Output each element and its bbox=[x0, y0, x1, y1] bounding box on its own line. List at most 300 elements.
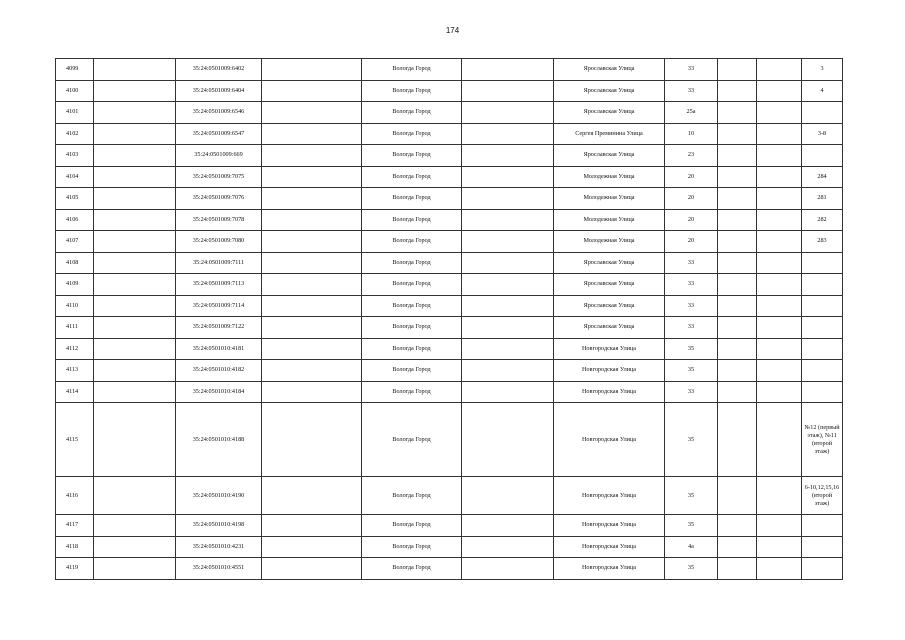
cadastral-number-cell bbox=[176, 317, 262, 339]
empty-cell bbox=[262, 166, 362, 188]
cadastral-number-text: 35:24:0501010:4188 bbox=[192, 435, 245, 443]
house-number-text: 4а bbox=[688, 542, 694, 550]
city-cell bbox=[362, 231, 462, 253]
empty-cell bbox=[262, 317, 362, 339]
empty-cell bbox=[757, 231, 802, 253]
empty-cell bbox=[462, 209, 554, 231]
empty-cell bbox=[718, 360, 757, 382]
street-cell bbox=[554, 188, 665, 210]
apartment-text: 284 bbox=[817, 172, 827, 180]
street-text: Ярославская Улица bbox=[583, 86, 635, 94]
row-number-cell bbox=[56, 477, 94, 515]
street-text: Молодежная Улица bbox=[583, 172, 635, 180]
row-number-cell bbox=[56, 231, 94, 253]
cadastral-number-text: 35:24:0501009:7076 bbox=[192, 194, 245, 202]
empty-cell bbox=[262, 515, 362, 537]
city-text: Вологда Город bbox=[392, 172, 431, 180]
empty-cell bbox=[718, 231, 757, 253]
empty-cell bbox=[94, 403, 176, 477]
empty-cell bbox=[718, 558, 757, 580]
street-cell bbox=[554, 209, 665, 231]
empty-cell bbox=[94, 381, 176, 403]
street-text: Новгородская Улица bbox=[581, 344, 637, 352]
table-row bbox=[56, 338, 843, 360]
street-text: Ярославская Улица bbox=[583, 280, 635, 288]
cadastral-number-cell bbox=[176, 123, 262, 145]
cadastral-number-text: 35:24:0501009:7114 bbox=[192, 301, 245, 309]
house-number-cell bbox=[665, 145, 718, 167]
cadastral-number-cell bbox=[176, 231, 262, 253]
empty-cell bbox=[718, 403, 757, 477]
empty-cell bbox=[757, 338, 802, 360]
street-text: Ярославская Улица bbox=[583, 65, 635, 73]
house-number-cell bbox=[665, 403, 718, 477]
empty-cell bbox=[94, 252, 176, 274]
table-row bbox=[56, 381, 843, 403]
house-number-cell bbox=[665, 274, 718, 296]
cadastral-number-text: 35:24:0501010:4184 bbox=[192, 387, 245, 395]
apartment-cell bbox=[802, 477, 843, 515]
table-row bbox=[56, 166, 843, 188]
empty-cell bbox=[757, 59, 802, 81]
cadastral-number-text: 35:24:0501009:6402 bbox=[192, 65, 245, 73]
cadastral-number-cell bbox=[176, 295, 262, 317]
house-number-cell bbox=[665, 231, 718, 253]
empty-cell bbox=[718, 145, 757, 167]
house-number-text: 35 bbox=[687, 366, 695, 374]
apartment-cell bbox=[802, 515, 843, 537]
row-number-cell bbox=[56, 252, 94, 274]
house-number-cell bbox=[665, 209, 718, 231]
house-number-text: 20 bbox=[687, 237, 695, 245]
house-number-cell bbox=[665, 188, 718, 210]
cadastral-number-text: 35:24:0501009:669 bbox=[194, 151, 243, 159]
empty-cell bbox=[94, 59, 176, 81]
apartment-cell bbox=[802, 209, 843, 231]
empty-cell bbox=[94, 295, 176, 317]
house-number-cell bbox=[665, 338, 718, 360]
empty-cell bbox=[94, 123, 176, 145]
empty-cell bbox=[718, 59, 757, 81]
table-row bbox=[56, 317, 843, 339]
cadastral-number-text: 35:24:0501010:4181 bbox=[192, 344, 245, 352]
apartment-cell bbox=[802, 360, 843, 382]
empty-cell bbox=[718, 209, 757, 231]
city-cell bbox=[362, 188, 462, 210]
street-cell bbox=[554, 102, 665, 124]
empty-cell bbox=[757, 252, 802, 274]
cadastral-number-text: 35:24:0501009:7078 bbox=[192, 215, 245, 223]
cadastral-number-cell bbox=[176, 252, 262, 274]
table-row bbox=[56, 274, 843, 296]
city-text: Вологда Город bbox=[392, 65, 431, 73]
cadastral-number-cell bbox=[176, 381, 262, 403]
house-number-text: 35 bbox=[687, 521, 695, 529]
empty-cell bbox=[718, 166, 757, 188]
row-number-cell bbox=[56, 102, 94, 124]
table-row bbox=[56, 536, 843, 558]
street-cell bbox=[554, 231, 665, 253]
street-cell bbox=[554, 123, 665, 145]
row-number-text: 4100 bbox=[66, 86, 79, 94]
city-cell bbox=[362, 252, 462, 274]
empty-cell bbox=[718, 477, 757, 515]
row-number-cell bbox=[56, 317, 94, 339]
apartment-cell bbox=[802, 381, 843, 403]
empty-cell bbox=[462, 59, 554, 81]
city-cell bbox=[362, 274, 462, 296]
table-row bbox=[56, 360, 843, 382]
cadastral-number-cell bbox=[176, 403, 262, 477]
cadastral-number-text: 35:24:0501010:4231 bbox=[192, 542, 245, 550]
city-cell bbox=[362, 403, 462, 477]
row-number-text: 4115 bbox=[66, 435, 79, 443]
empty-cell bbox=[462, 536, 554, 558]
house-number-cell bbox=[665, 295, 718, 317]
house-number-cell bbox=[665, 477, 718, 515]
table-row bbox=[56, 188, 843, 210]
empty-cell bbox=[718, 274, 757, 296]
apartment-cell bbox=[802, 188, 843, 210]
row-number-cell bbox=[56, 381, 94, 403]
city-text: Вологда Город bbox=[392, 129, 431, 137]
cadastral-number-text: 35:24:0501009:6404 bbox=[192, 86, 245, 94]
row-number-cell bbox=[56, 536, 94, 558]
street-text: Ярославская Улица bbox=[583, 323, 635, 331]
city-text: Вологда Город bbox=[392, 151, 431, 159]
empty-cell bbox=[462, 123, 554, 145]
row-number-text: 4112 bbox=[66, 344, 79, 352]
house-number-text: 25а bbox=[686, 108, 696, 116]
empty-cell bbox=[462, 381, 554, 403]
table-row bbox=[56, 102, 843, 124]
table-row bbox=[56, 145, 843, 167]
street-text: Новгородская Улица bbox=[581, 491, 637, 499]
cadastral-number-text: 35:24:0501009:6546 bbox=[192, 108, 245, 116]
row-number-text: 4116 bbox=[66, 491, 79, 499]
cadastral-number-text: 35:24:0501009:7075 bbox=[192, 172, 245, 180]
street-text: Ярославская Улица bbox=[583, 151, 635, 159]
cadastral-number-cell bbox=[176, 558, 262, 580]
empty-cell bbox=[462, 145, 554, 167]
house-number-cell bbox=[665, 536, 718, 558]
apartment-cell bbox=[802, 317, 843, 339]
house-number-text: 35 bbox=[687, 344, 695, 352]
apartment-cell bbox=[802, 166, 843, 188]
apartment-text: 3 bbox=[820, 65, 824, 73]
empty-cell bbox=[262, 123, 362, 145]
city-cell bbox=[362, 558, 462, 580]
empty-cell bbox=[757, 145, 802, 167]
house-number-text: 20 bbox=[687, 215, 695, 223]
empty-cell bbox=[462, 188, 554, 210]
empty-cell bbox=[462, 403, 554, 477]
table-row bbox=[56, 59, 843, 81]
house-number-cell bbox=[665, 252, 718, 274]
empty-cell bbox=[262, 102, 362, 124]
city-text: Вологда Город bbox=[392, 435, 431, 443]
empty-cell bbox=[757, 403, 802, 477]
city-cell bbox=[362, 536, 462, 558]
cadastral-number-cell bbox=[176, 274, 262, 296]
cadastral-number-text: 35:24:0501010:4190 bbox=[192, 491, 245, 499]
empty-cell bbox=[462, 252, 554, 274]
city-text: Вологда Город bbox=[392, 237, 431, 245]
house-number-cell bbox=[665, 515, 718, 537]
cadastral-number-cell bbox=[176, 515, 262, 537]
city-cell bbox=[362, 209, 462, 231]
street-text: Молодежная Улица bbox=[583, 237, 635, 245]
row-number-text: 4103 bbox=[66, 151, 79, 159]
city-cell bbox=[362, 145, 462, 167]
empty-cell bbox=[262, 188, 362, 210]
city-text: Вологда Город bbox=[392, 280, 431, 288]
house-number-text: 35 bbox=[687, 564, 695, 572]
city-cell bbox=[362, 381, 462, 403]
empty-cell bbox=[94, 166, 176, 188]
row-number-text: 4118 bbox=[66, 542, 79, 550]
row-number-cell bbox=[56, 188, 94, 210]
row-number-text: 4106 bbox=[66, 215, 79, 223]
empty-cell bbox=[462, 166, 554, 188]
row-number-text: 4119 bbox=[66, 564, 79, 572]
apartment-text: №12 (первый этаж), №11 (второй этаж) bbox=[804, 423, 840, 455]
street-cell bbox=[554, 381, 665, 403]
empty-cell bbox=[462, 102, 554, 124]
row-number-text: 4107 bbox=[66, 237, 79, 245]
empty-cell bbox=[262, 274, 362, 296]
house-number-cell bbox=[665, 102, 718, 124]
empty-cell bbox=[462, 558, 554, 580]
empty-cell bbox=[462, 274, 554, 296]
table-row bbox=[56, 123, 843, 145]
house-number-text: 20 bbox=[687, 172, 695, 180]
empty-cell bbox=[718, 536, 757, 558]
city-cell bbox=[362, 515, 462, 537]
empty-cell bbox=[718, 317, 757, 339]
street-text: Новгородская Улица bbox=[581, 521, 637, 529]
street-cell bbox=[554, 295, 665, 317]
empty-cell bbox=[757, 515, 802, 537]
empty-cell bbox=[262, 252, 362, 274]
table-row bbox=[56, 515, 843, 537]
empty-cell bbox=[262, 536, 362, 558]
cadastral-number-cell bbox=[176, 477, 262, 515]
row-number-text: 4104 bbox=[66, 172, 79, 180]
street-cell bbox=[554, 145, 665, 167]
empty-cell bbox=[462, 231, 554, 253]
street-cell bbox=[554, 317, 665, 339]
house-number-cell bbox=[665, 381, 718, 403]
apartment-text: 283 bbox=[817, 237, 827, 245]
table-row bbox=[56, 403, 843, 477]
apartment-cell bbox=[802, 80, 843, 102]
empty-cell bbox=[94, 274, 176, 296]
empty-cell bbox=[94, 317, 176, 339]
cadastral-number-text: 35:24:0501009:7111 bbox=[192, 258, 245, 266]
house-number-text: 35 bbox=[687, 435, 695, 443]
house-number-text: 33 bbox=[687, 65, 695, 73]
empty-cell bbox=[94, 558, 176, 580]
table-row bbox=[56, 477, 843, 515]
row-number-cell bbox=[56, 166, 94, 188]
house-number-text: 33 bbox=[687, 86, 695, 94]
city-cell bbox=[362, 338, 462, 360]
empty-cell bbox=[757, 317, 802, 339]
house-number-text: 33 bbox=[687, 387, 695, 395]
row-number-text: 4101 bbox=[66, 108, 79, 116]
city-cell bbox=[362, 80, 462, 102]
apartment-text: 282 bbox=[817, 215, 827, 223]
empty-cell bbox=[94, 477, 176, 515]
street-cell bbox=[554, 515, 665, 537]
street-cell bbox=[554, 403, 665, 477]
row-number-cell bbox=[56, 360, 94, 382]
table-row bbox=[56, 231, 843, 253]
street-text: Сергея Преминина Улица bbox=[575, 129, 643, 137]
row-number-cell bbox=[56, 80, 94, 102]
city-text: Вологда Город bbox=[392, 387, 431, 395]
empty-cell bbox=[462, 515, 554, 537]
city-cell bbox=[362, 317, 462, 339]
empty-cell bbox=[462, 317, 554, 339]
cadastral-number-text: 35:24:0501010:4198 bbox=[192, 521, 245, 529]
city-text: Вологда Город bbox=[392, 108, 431, 116]
city-cell bbox=[362, 123, 462, 145]
row-number-text: 4117 bbox=[66, 521, 79, 529]
row-number-cell bbox=[56, 59, 94, 81]
empty-cell bbox=[262, 80, 362, 102]
city-text: Вологда Город bbox=[392, 258, 431, 266]
empty-cell bbox=[262, 59, 362, 81]
street-cell bbox=[554, 360, 665, 382]
apartment-cell bbox=[802, 59, 843, 81]
cadastral-number-cell bbox=[176, 338, 262, 360]
street-text: Ярославская Улица bbox=[583, 301, 635, 309]
street-text: Молодежная Улица bbox=[583, 215, 635, 223]
empty-cell bbox=[718, 295, 757, 317]
city-cell bbox=[362, 295, 462, 317]
apartment-cell bbox=[802, 252, 843, 274]
row-number-cell bbox=[56, 145, 94, 167]
house-number-cell bbox=[665, 59, 718, 81]
house-number-text: 35 bbox=[687, 491, 695, 499]
cadastral-number-cell bbox=[176, 102, 262, 124]
apartment-cell bbox=[802, 558, 843, 580]
empty-cell bbox=[462, 338, 554, 360]
apartment-cell bbox=[802, 145, 843, 167]
row-number-cell bbox=[56, 274, 94, 296]
empty-cell bbox=[718, 102, 757, 124]
empty-cell bbox=[262, 209, 362, 231]
row-number-cell bbox=[56, 403, 94, 477]
row-number-text: 4111 bbox=[66, 323, 78, 331]
row-number-cell bbox=[56, 515, 94, 537]
table-row bbox=[56, 295, 843, 317]
apartment-cell bbox=[802, 536, 843, 558]
empty-cell bbox=[718, 123, 757, 145]
empty-cell bbox=[718, 80, 757, 102]
cadastral-number-cell bbox=[176, 360, 262, 382]
empty-cell bbox=[718, 252, 757, 274]
cadastral-number-cell bbox=[176, 209, 262, 231]
apartment-text: 4 bbox=[820, 86, 824, 94]
cadastral-number-cell bbox=[176, 188, 262, 210]
house-number-text: 20 bbox=[687, 194, 695, 202]
row-number-text: 4109 bbox=[66, 280, 79, 288]
row-number-text: 4108 bbox=[66, 258, 79, 266]
house-number-text: 33 bbox=[687, 301, 695, 309]
apartment-cell bbox=[802, 231, 843, 253]
empty-cell bbox=[757, 123, 802, 145]
empty-cell bbox=[94, 188, 176, 210]
street-cell bbox=[554, 274, 665, 296]
row-number-cell bbox=[56, 209, 94, 231]
empty-cell bbox=[262, 145, 362, 167]
city-text: Вологда Город bbox=[392, 521, 431, 529]
city-cell bbox=[362, 59, 462, 81]
table-row bbox=[56, 80, 843, 102]
city-cell bbox=[362, 102, 462, 124]
city-text: Вологда Город bbox=[392, 323, 431, 331]
empty-cell bbox=[718, 338, 757, 360]
empty-cell bbox=[757, 188, 802, 210]
empty-cell bbox=[757, 166, 802, 188]
street-cell bbox=[554, 477, 665, 515]
street-text: Новгородская Улица bbox=[581, 387, 637, 395]
cadastral-number-cell bbox=[176, 145, 262, 167]
apartment-text: 281 bbox=[817, 194, 827, 202]
empty-cell bbox=[718, 188, 757, 210]
empty-cell bbox=[757, 102, 802, 124]
city-text: Вологда Город bbox=[392, 564, 431, 572]
empty-cell bbox=[718, 381, 757, 403]
empty-cell bbox=[262, 338, 362, 360]
house-number-text: 33 bbox=[687, 323, 695, 331]
empty-cell bbox=[757, 381, 802, 403]
row-number-cell bbox=[56, 295, 94, 317]
street-cell bbox=[554, 252, 665, 274]
empty-cell bbox=[94, 231, 176, 253]
city-cell bbox=[362, 360, 462, 382]
empty-cell bbox=[262, 295, 362, 317]
house-number-cell bbox=[665, 360, 718, 382]
city-text: Вологда Город bbox=[392, 215, 431, 223]
table-row bbox=[56, 209, 843, 231]
city-text: Вологда Город bbox=[392, 542, 431, 550]
apartment-text: 3-8 bbox=[817, 129, 827, 137]
empty-cell bbox=[757, 274, 802, 296]
empty-cell bbox=[757, 209, 802, 231]
empty-cell bbox=[757, 360, 802, 382]
row-number-text: 4114 bbox=[66, 387, 79, 395]
empty-cell bbox=[262, 558, 362, 580]
cadastral-number-text: 35:24:0501009:6547 bbox=[192, 129, 245, 137]
city-text: Вологда Город bbox=[392, 491, 431, 499]
empty-cell bbox=[262, 477, 362, 515]
empty-cell bbox=[718, 515, 757, 537]
city-cell bbox=[362, 477, 462, 515]
empty-cell bbox=[94, 515, 176, 537]
cadastral-number-cell bbox=[176, 59, 262, 81]
street-text: Новгородская Улица bbox=[581, 366, 637, 374]
cadastral-number-cell bbox=[176, 80, 262, 102]
street-text: Новгородская Улица bbox=[581, 435, 637, 443]
street-text: Ярославская Улица bbox=[583, 258, 635, 266]
empty-cell bbox=[94, 536, 176, 558]
empty-cell bbox=[94, 360, 176, 382]
row-number-text: 4099 bbox=[66, 65, 79, 73]
